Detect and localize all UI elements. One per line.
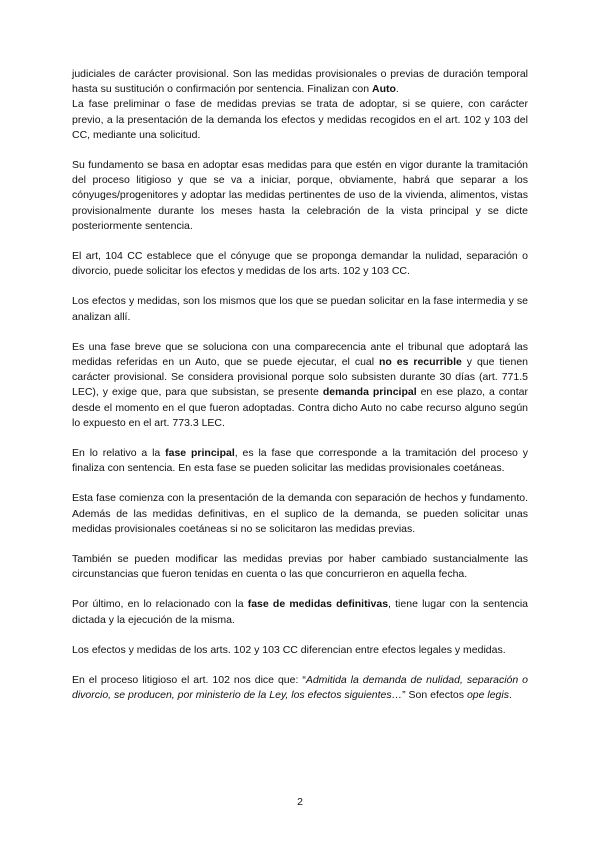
text-run: En el proceso litigioso el art. 102 nos dice que: “ [72, 674, 306, 687]
text-run: El art, 104 CC establece que el cónyuge que se proponga demandar la nulidad, separación o divorcio, puede solicitar los efectos y medidas de los arts. 102 y 103 CC. [72, 250, 528, 278]
text-run: . [395, 83, 399, 96]
italic-text: ope legis [466, 689, 509, 702]
paragraph [72, 97, 528, 143]
text-run: y que tienen carácter provisional. Se considera provisional porque solo subsisten durante 30 días (art. 771.5 LEC), y exige que, para que subsistan, se presente [72, 356, 528, 399]
paragraph [72, 491, 528, 537]
text-run: La fase preliminar o fase de medidas previas se trata de adoptar, si se quiere, con carácter previo, a la presentación de la demanda los efectos y medidas recogidos en el art. 102 y 103 del CC, mediante una solicitud. [72, 98, 528, 141]
text-run: , tiene lugar con la sentencia dictada y la ejecución de la misma. [72, 598, 528, 626]
body-text [72, 67, 528, 719]
paragraph [72, 673, 528, 703]
text-run: En lo relativo a la [72, 447, 166, 460]
text-run: Su fundamento se basa en adoptar esas medidas para que estén en vigor durante la tramitación del proceso litigioso y que se va a iniciar, porque, obviamente, habrá que separar a los cónyuges/progenitores y adoptar las medidas pertinentes de uso de la vivienda, alimentos, vistas provisionalmente durante los meses hasta la celebración de la vista principal y se dicte posteriormente sentencia. [72, 159, 528, 232]
paragraph [72, 552, 528, 582]
paragraph [72, 643, 528, 658]
paragraph [72, 294, 528, 324]
paragraph [72, 446, 528, 476]
text-run: También se pueden modificar las medidas previas por haber cambiado sustancialmente las circunstancias que fueron tenidas en cuenta o las que concurrieron en aquella fecha. [72, 553, 528, 581]
text-run: judiciales de carácter provisional. Son las medidas provisionales o previas de duración temporal hasta su sustitución o confirmación por sentencia. Finalizan con [72, 68, 528, 96]
text-run: . [508, 689, 512, 702]
italic-text: Admitida la demanda de nulidad, separación o divorcio, se producen, por ministerio de la Ley, los efectos siguientes… [72, 674, 528, 702]
text-run: Es una fase breve que se soluciona con una comparecencia ante el tribunal que adoptará las medidas referidas en un Auto, que se puede ejecutar, el cual [72, 340, 528, 369]
paragraph [72, 67, 528, 97]
bold-text: Auto [372, 83, 396, 96]
paragraph [72, 249, 528, 279]
text-run: Los efectos y medidas, son los mismos que los que se puedan solicitar en la fase intermedia y se analizan allí. [72, 295, 528, 323]
bold-text: fase principal [165, 447, 235, 460]
paragraph [72, 597, 528, 627]
bold-text: demanda principal [322, 386, 417, 399]
bold-text: no es recurrible [379, 356, 462, 369]
text-run: en ese plazo, a contar desde el momento en el que fueron adoptadas. Contra dicho Auto no cabe recurso alguno según lo expuesto en el art. 773.3 LEC. [72, 386, 528, 429]
text-run: , es la fase que corresponde a la tramitación del proceso y finaliza con sentencia. En esta fase se pueden solicitar las medidas provisionales coetáneas. [72, 447, 528, 475]
paragraph [72, 158, 528, 234]
text-run: Esta fase comienza con la presentación de la demanda con separación de hechos y fundamento. Además de las medidas definitivas, en el suplico de la demanda, se pueden solicitar unas medidas provisionales coetáneas si no se solicitaron las medidas previas. [72, 492, 528, 535]
paragraph [72, 340, 528, 431]
text-run: Los efectos y medidas de los arts. 102 y 103 CC diferencian entre efectos legales y medidas. [72, 643, 506, 656]
bold-text: fase de medidas definitivas [247, 598, 389, 611]
text-run: ” Son efectos [402, 689, 467, 702]
text-run: Por último, en lo relacionado con la [72, 598, 248, 611]
page-number: 2 [297, 796, 303, 808]
